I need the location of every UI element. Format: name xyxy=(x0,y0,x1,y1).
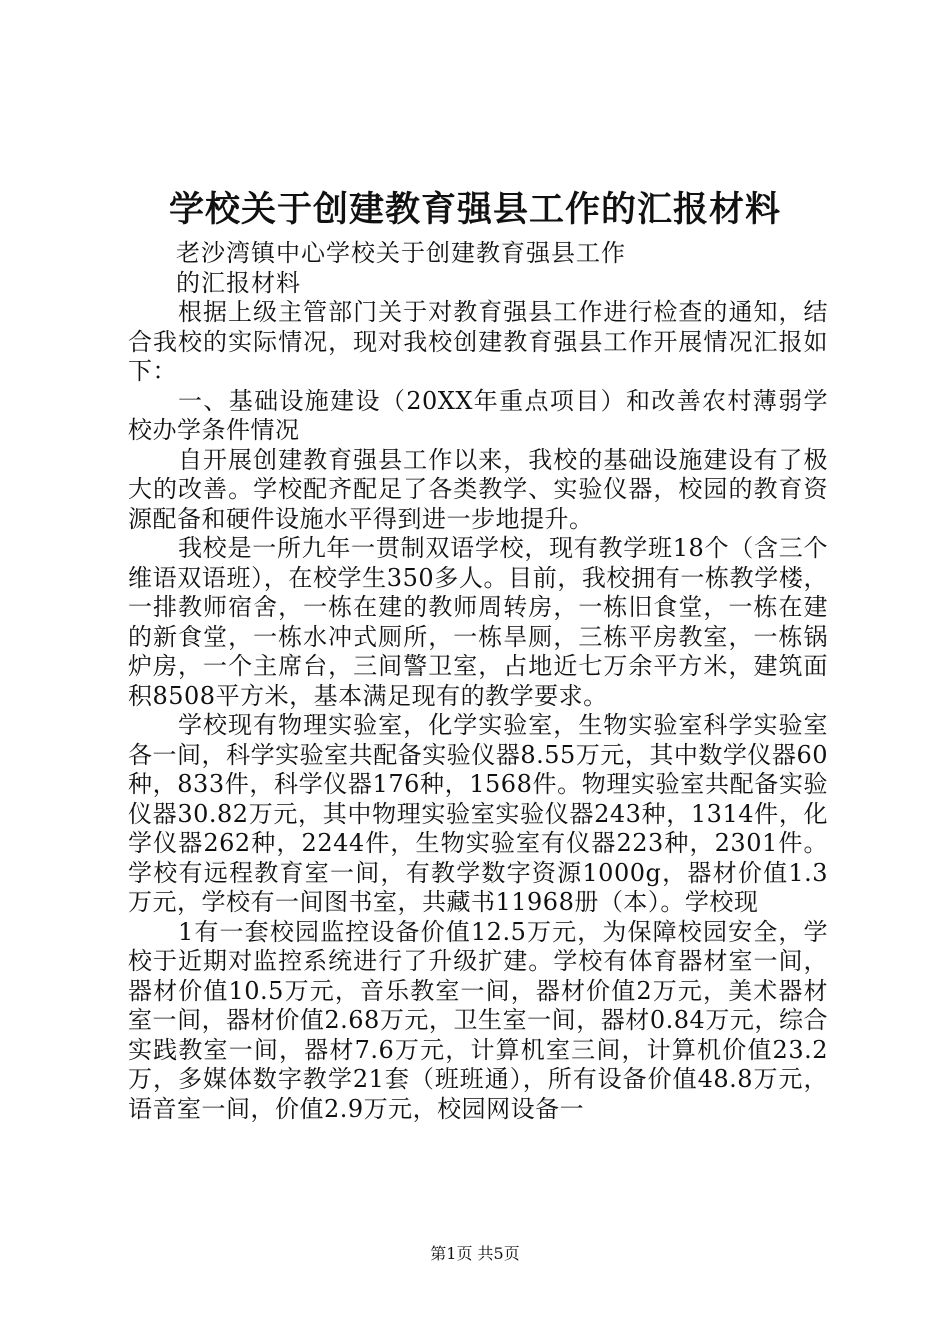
paragraph-improvement: 自开展创建教育强县工作以来，我校的基础设施建设有了极大的改善。学校配齐配足了各类教学、实验仪器，校园的教育资源配备和硬件设施水平得到进一步地提升。 xyxy=(128,445,828,533)
paragraph-school-facilities: 我校是一所九年一贯制双语学校，现有教学班18个（含三个维语双语班），在校学生350多人。目前，我校拥有一栋教学楼，一排教师宿舍，一栋在建的教师周转房，一栋旧食堂，一栋在建的新食堂，一栋水冲式厕所，一栋旱厕，三栋平房教室，一栋锅炉房，一个主席台，三间警卫室，占地近七万余平方米，建筑面积8508平方米，基本满足现有的教学要求。 xyxy=(128,534,828,710)
subtitle-line-1: 老沙湾镇中心学校关于创建教育强县工作 xyxy=(176,239,626,267)
document-body xyxy=(128,298,828,1124)
paragraph-section-heading: 一、基础设施建设（20XX年重点项目）和改善农村薄弱学校办学条件情况 xyxy=(128,386,828,444)
page-footer: 第1页 共5页 xyxy=(430,1244,520,1263)
paragraph-equipment: 1有一套校园监控设备价值12.5万元，为保障校园安全，学校于近期对监控系统进行了升级扩建。学校有体育器材室一间，器材价值10.5万元，音乐教室一间，器材价值2万元，美术器材室一间，器材价值2.68万元，卫生室一间，器材0.84万元，综合实践教室一间，器材7.6万元，计算机室三间，计算机价值23.2万，多媒体数字教学21套（班班通），所有设备价值48.8万元，语音室一间，价值2.9万元，校园网设备一 xyxy=(128,917,828,1123)
document-subtitle xyxy=(176,238,736,298)
paragraph-laboratories: 学校现有物理实验室，化学实验室，生物实验室科学实验室各一间，科学实验室共配备实验仪器8.55万元，其中数学仪器60种，833件，科学仪器176种，1568件。物理实验室共配备实验仪器30.82万元，其中物理实验室实验仪器243种，1314件，化学仪器262种，2244件，生物实验室有仪器223种，2301件。学校有远程教育室一间，有教学数字资源1000g，器材价值1.3万元，学校有一间图书室，共藏书11968册（本）。学校现 xyxy=(128,711,828,916)
subtitle-line-2: 的汇报材料 xyxy=(176,269,301,297)
document-title: 学校关于创建教育强县工作的汇报材料 xyxy=(168,189,781,230)
paragraph-intro: 根据上级主管部门关于对教育强县工作进行检查的通知，结合我校的实际情况，现对我校创建教育强县工作开展情况汇报如下： xyxy=(128,298,828,385)
